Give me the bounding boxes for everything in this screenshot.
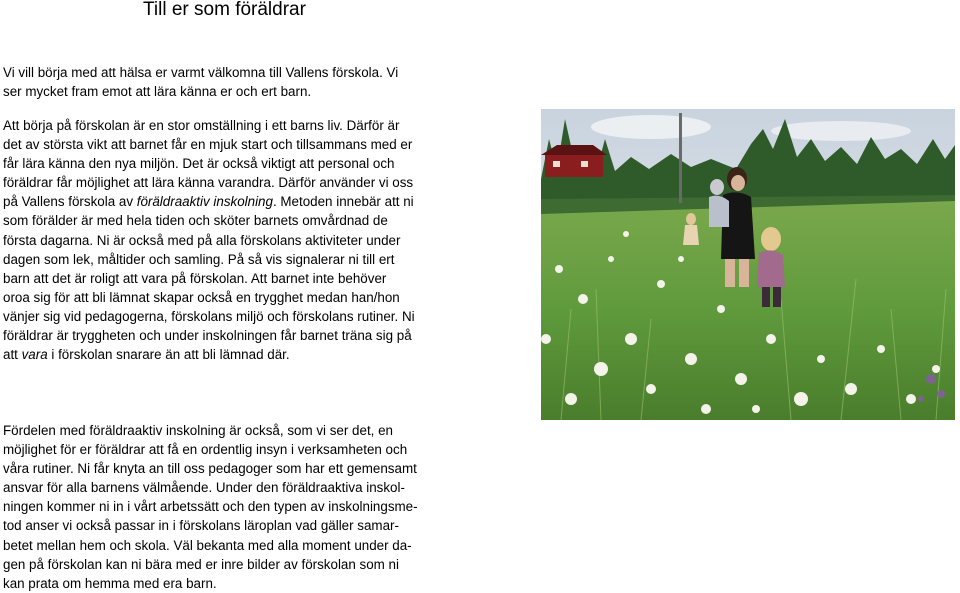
text-line: ansvar för alla barnens välmående. Under den föräldraaktiva inskol- (3, 480, 405, 496)
paragraph-inskolning (3, 116, 463, 364)
paragraph-fordelen (3, 421, 463, 593)
red-barn (541, 145, 607, 177)
text-run: att (3, 347, 22, 363)
text-run: på Vallens förskola av (3, 194, 137, 210)
text-line: tod anser vi också passar in i förskolans läroplan vad gäller samar- (3, 518, 399, 534)
text-line: föräldrar är tryggheten och under inskolningen får barnet träna sig på (3, 328, 412, 344)
text-line: första dagarna. Ni är också med på alla förskolans aktiviteter under (3, 232, 401, 248)
text-line: oroa sig för att bli lämnat skapar också en trygghet medan han/hon (3, 289, 400, 305)
text-line: som förälder är med hela tiden och sköter barnets omvårdnad de (3, 213, 388, 229)
text-line (3, 345, 463, 364)
emphasis-text: vara (21, 347, 48, 363)
text-line: Att börja på förskolan är en stor omställning i ett barns liv. Därför är (3, 118, 400, 133)
text-line: barn att det är roligt att vara på förskolan. Att barnet inte behöver (3, 270, 387, 286)
text-run: . Metoden innebär att ni (272, 194, 414, 210)
text-line: gen på förskolan kan ni bära med er inre bilder av förskolan som ni (3, 556, 399, 572)
text-line: möjlighet för er föräldrar att få en ordentlig insyn i verksamheten och (3, 442, 408, 458)
paragraph-welcome (3, 63, 463, 101)
text-line (3, 192, 463, 211)
text-line: kan prata om hemma med era barn. (3, 575, 217, 591)
text-line: det av största vikt att barnet får en mjuk start och tillsammans med er (3, 137, 413, 153)
text-line: föräldrar får möjlighet att lära känna varandra. Därför använder vi oss (3, 175, 414, 191)
text-line: Fördelen med föräldraaktiv inskolning är också, som vi ser det, en (3, 423, 393, 438)
page-title: Till er som föräldrar (143, 0, 306, 20)
text-line: får lära känna den nya miljön. Det är också viktigt att personal och (3, 156, 395, 172)
text-line: ningen kommer ni in i vårt arbetssätt och den typen av inskolningsme- (3, 499, 418, 515)
text-line: betet mellan hem och skola. Väl bekanta med alla moment under da- (3, 537, 412, 553)
text-line: våra rutiner. Ni får knyta an till oss pedagoger som har ett gemensamt (3, 461, 417, 477)
text-line: ser mycket fram emot att lära känna er och ert barn. (3, 84, 312, 100)
text-line: dagen som lek, måltider och samling. På så vis signalerar ni till ert (3, 251, 395, 267)
meadow-photo (541, 109, 955, 420)
text-line: vänjer sig vid pedagogerna, förskolans miljö och förskolans rutiner. Ni (3, 308, 415, 324)
emphasis-text: föräldraaktiv inskolning (136, 194, 273, 210)
text-run: i förskolan snarare än att bli lämnad där. (47, 347, 290, 363)
text-line: Vi vill börja med att hälsa er varmt välkomna till Vallens förskola. Vi (3, 65, 399, 80)
